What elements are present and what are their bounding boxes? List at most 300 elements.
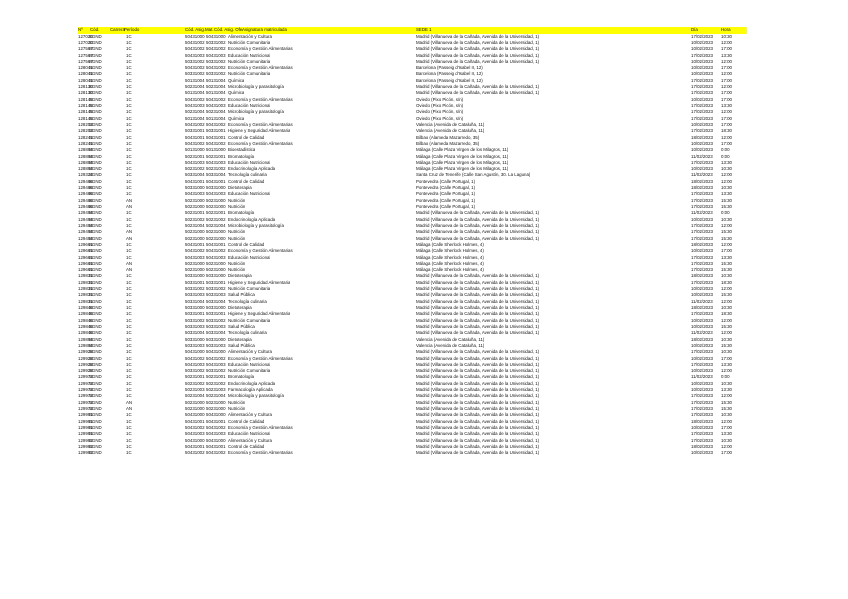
- cell-cod: SGND: [89, 222, 102, 228]
- cell-periodo: 1C: [126, 210, 132, 216]
- cell-asignatura: Control de Calidad: [228, 418, 265, 424]
- cell-sede: Madrid (Villanueva de la Cañada, Avenida de la Universidad, 1): [416, 273, 540, 279]
- cell-cod: SGND: [89, 191, 102, 197]
- cell-hora: 13:30: [721, 103, 732, 109]
- cell-asignatura: Alimentación y Cultura: [228, 33, 272, 39]
- cell-hora: 12:00: [721, 443, 732, 449]
- cell-hora: 12:00: [721, 368, 732, 374]
- cell-cod: SGND: [89, 216, 102, 222]
- cell-dia: 17/02/2023: [691, 349, 713, 355]
- cell-np: 129928: [78, 355, 93, 361]
- cell-np: 129846: [78, 317, 93, 323]
- cell-sede: Barcelona (Passeig d'Isabel II, 12): [416, 71, 483, 77]
- cell-asignatura: Educación Nutricional: [228, 52, 271, 58]
- cell-periodo: AN: [126, 267, 133, 273]
- cell-np: 129494: [78, 229, 93, 235]
- cell-np: 128894: [78, 159, 93, 165]
- cell-sede: Málaga (Calle Sherlock Holmes, 4): [416, 260, 484, 266]
- cell-mat: 50431001: [206, 178, 226, 184]
- cell-cod-asig: 50331001: [185, 128, 205, 134]
- header-asignatura: Asignatura matriculada: [242, 27, 287, 32]
- cell-periodo: 1C: [126, 166, 132, 172]
- cell-mat: 50431003: [206, 191, 226, 197]
- cell-cod-asig: 50431003: [185, 52, 205, 58]
- cell-cod: SGND: [89, 84, 102, 90]
- cell-periodo: 1C: [126, 33, 132, 39]
- cell-cod: SGND: [89, 406, 102, 412]
- cell-np: 129991: [78, 412, 93, 418]
- cell-cod-asig: 50231004: [185, 109, 205, 115]
- cell-np: 129831: [78, 292, 93, 298]
- cell-hora: 15:30: [721, 342, 732, 348]
- cell-np: 129831: [78, 273, 93, 279]
- cell-dia: 17/02/2023: [691, 235, 713, 241]
- cell-dia: 17/02/2023: [691, 84, 713, 90]
- cell-sede: Madrid (Villanueva de la Cañada, Avenida de la Universidad, 1): [416, 90, 540, 96]
- cell-cod: SGND: [89, 273, 102, 279]
- cell-cod: SGND: [89, 33, 102, 39]
- cell-np: 128145: [78, 96, 93, 102]
- cell-sede: Bilbao (Alameda Mazarredo, 35): [416, 140, 480, 146]
- cell-dia: 10/02/2023: [691, 248, 713, 254]
- cell-dia: 11/02/2023: [691, 153, 713, 159]
- cell-np: 129486: [78, 197, 93, 203]
- cell-cod-asig: 50231001: [185, 153, 205, 159]
- cell-cod: SGND: [89, 368, 102, 374]
- cell-asignatura: Educación Nutricional: [228, 159, 271, 165]
- cell-periodo: AN: [126, 204, 133, 210]
- cell-asignatura: Educación Nutricional: [228, 254, 271, 260]
- cell-periodo: 1C: [126, 424, 132, 430]
- cell-asignatura: Nutrición: [228, 260, 246, 266]
- cell-hora: 15:30: [721, 399, 732, 405]
- cell-mat: 50431003: [206, 103, 226, 109]
- cell-cod-asig: 50331004: [185, 172, 205, 178]
- cell-sede: Madrid (Villanueva de la Cañada, Avenida de la Universidad, 1): [416, 84, 540, 90]
- cell-dia: 17/02/2023: [691, 267, 713, 273]
- cell-hora: 12:00: [721, 71, 732, 77]
- header-cod: Cód.: [90, 27, 100, 32]
- cell-sede: Madrid (Villanueva de la Cañada, Avenida de la Universidad, 1): [416, 33, 540, 39]
- cell-periodo: 1C: [126, 323, 132, 329]
- cell-mat: 50331001: [206, 128, 226, 134]
- cell-np: 127567: [78, 58, 93, 64]
- cell-mat: 50331003: [206, 342, 226, 348]
- cell-asignatura: Nutrición: [228, 399, 246, 405]
- cell-dia: 10/02/2023: [691, 368, 713, 374]
- cell-dia: 17/02/2023: [691, 311, 713, 317]
- cell-periodo: AN: [126, 399, 133, 405]
- cell-periodo: 1C: [126, 292, 132, 298]
- cell-dia: 10/02/2023: [691, 166, 713, 172]
- cell-np: 129846: [78, 305, 93, 311]
- cell-dia: 10/02/2023: [691, 380, 713, 386]
- cell-cod: SGND: [89, 450, 102, 456]
- cell-np: 129831: [78, 286, 93, 292]
- cell-periodo: 1C: [126, 248, 132, 254]
- cell-np: 129973: [78, 406, 93, 412]
- cell-sede: Madrid (Villanueva de la Cañada, Avenida de la Universidad, 1): [416, 387, 540, 393]
- cell-cod-asig: 50231002: [185, 166, 205, 172]
- cell-sede: Madrid (Villanueva de la Cañada, Avenida de la Universidad, 1): [416, 424, 540, 430]
- cell-periodo: AN: [126, 260, 133, 266]
- cell-cod: SGND: [89, 393, 102, 399]
- cell-hora: 17:00: [721, 248, 732, 254]
- cell-asignatura: Microbiología y parasitología: [228, 84, 284, 90]
- cell-sede: Málaga (Calle Plaza Virgen de los Milagros, 11): [416, 159, 509, 165]
- cell-sede: Oviedo (Pixo Picón, s/n): [416, 103, 464, 109]
- cell-mat: 50331002: [206, 58, 226, 64]
- cell-mat: 50231004: [206, 222, 226, 228]
- cell-mat: 50231004: [206, 393, 226, 399]
- cell-asignatura: Educación Nutricional: [228, 431, 271, 437]
- cell-dia: 18/02/2023: [691, 443, 713, 449]
- cell-np: 129494: [78, 210, 93, 216]
- cell-np: 128203: [78, 121, 93, 127]
- cell-sede: Málaga (Calle Plaza Virgen de los Milagros, 11): [416, 153, 509, 159]
- cell-dia: 17/02/2023: [691, 229, 713, 235]
- cell-hora: 10:30: [721, 349, 732, 355]
- cell-np: 129486: [78, 185, 93, 191]
- cell-periodo: 1C: [126, 298, 132, 304]
- cell-periodo: 1C: [126, 128, 132, 134]
- cell-asignatura: Economía y Gestión Alimentarias: [228, 355, 293, 361]
- cell-sede: Madrid (Villanueva de la Cañada, Avenida de la Universidad, 1): [416, 406, 540, 412]
- cell-np: 129831: [78, 298, 93, 304]
- cell-mat: 50331003: [206, 323, 226, 329]
- cell-cod-asig: 50431002: [185, 355, 205, 361]
- cell-cod: SGND: [89, 387, 102, 393]
- cell-mat: 50431002: [206, 140, 226, 146]
- cell-dia: 10/02/2023: [691, 121, 713, 127]
- cell-periodo: AN: [126, 406, 133, 412]
- cell-dia: 18/02/2023: [691, 185, 713, 191]
- cell-dia: 17/02/2023: [691, 191, 713, 197]
- cell-asignatura: Farmacología Aplicada: [228, 387, 273, 393]
- cell-asignatura: Economía y Gestión Alimentarias: [228, 46, 293, 52]
- cell-mat: 50431002: [206, 424, 226, 430]
- cell-hora: 0:00: [721, 153, 730, 159]
- cell-cod: SGND: [89, 46, 102, 52]
- cell-cod-asig: 50331000: [185, 336, 205, 342]
- cell-mat: 50431002: [206, 96, 226, 102]
- header-sede: SEDE 1: [416, 27, 432, 32]
- cell-cod: SGND: [89, 166, 102, 172]
- cell-cod-asig: 50231000: [185, 235, 205, 241]
- cell-sede: Madrid (Villanueva de la Cañada, Avenida de la Universidad, 1): [416, 412, 540, 418]
- cell-cod-asig: 50431001: [185, 418, 205, 424]
- cell-dia: 17/02/2023: [691, 103, 713, 109]
- cell-asignatura: Dietoterapia: [228, 305, 252, 311]
- cell-asignatura: Dietoterapia: [228, 273, 252, 279]
- cell-dia: 11/02/2023: [691, 298, 713, 304]
- cell-asignatura: Nutrición: [228, 204, 246, 210]
- cell-cod: SGND: [89, 58, 102, 64]
- cell-np: 129486: [78, 191, 93, 197]
- cell-asignatura: Economía y Gestión Alimentarias: [228, 65, 293, 71]
- cell-np: 129486: [78, 204, 93, 210]
- cell-sede: Madrid (Villanueva de la Cañada, Avenida de la Universidad, 1): [416, 374, 540, 380]
- cell-mat: 50431003: [206, 431, 226, 437]
- cell-cod-asig: 50431003: [185, 191, 205, 197]
- cell-sede: Barcelona (Passeig d'Isabel II, 12): [416, 65, 483, 71]
- cell-asignatura: Control de Calidad: [228, 241, 265, 247]
- cell-mat: 50231000: [206, 399, 226, 405]
- cell-sede: Pontevedra (Calle Portugal, 1): [416, 178, 476, 184]
- cell-cod: SGND: [89, 380, 102, 386]
- cell-cod: SGND: [89, 248, 102, 254]
- cell-dia: 17/02/2023: [691, 159, 713, 165]
- cell-sede: Pontevedra (Calle Portugal, 1): [416, 197, 476, 203]
- cell-np: 127567: [78, 46, 93, 52]
- cell-cod-asig: 50331003: [185, 323, 205, 329]
- cell-cod-asig: 50231004: [185, 393, 205, 399]
- cell-hora: 15:30: [721, 229, 732, 235]
- cell-hora: 12:00: [721, 134, 732, 140]
- cell-asignatura: Endocrinología Aplicada: [228, 380, 276, 386]
- cell-np: 128241: [78, 140, 93, 146]
- cell-np: 128145: [78, 103, 93, 109]
- cell-periodo: 1C: [126, 437, 132, 443]
- cell-cod: SGND: [89, 260, 102, 266]
- cell-np: 129494: [78, 235, 93, 241]
- cell-hora: 10:30: [721, 216, 732, 222]
- cell-mat: 50231001: [206, 153, 226, 159]
- cell-dia: 11/02/2023: [691, 172, 713, 178]
- cell-cod-asig: 50231001: [185, 210, 205, 216]
- cell-dia: 17/02/2023: [691, 260, 713, 266]
- cell-cod: SGND: [89, 109, 102, 115]
- cell-cod: SGND: [89, 241, 102, 247]
- cell-cod-asig: 50431002: [185, 248, 205, 254]
- cell-sede: Valencia (Avenida de Cataluña, 11): [416, 121, 485, 127]
- cell-hora: 10:30: [721, 380, 732, 386]
- cell-mat: 50231000: [206, 197, 226, 203]
- cell-mat: 50131004: [206, 77, 226, 83]
- cell-np: 129494: [78, 216, 93, 222]
- cell-cod-asig: 50331002: [185, 368, 205, 374]
- cell-cod: SGND: [89, 292, 102, 298]
- cell-cod-asig: 50331003: [185, 292, 205, 298]
- cell-cod-asig: 50131000: [185, 147, 205, 153]
- cell-np: 129991: [78, 424, 93, 430]
- cell-cod: SGND: [89, 254, 102, 260]
- cell-periodo: AN: [126, 235, 133, 241]
- cell-np: 129928: [78, 349, 93, 355]
- cell-asignatura: Salud Pública: [228, 323, 255, 329]
- cell-dia: 11/02/2023: [691, 210, 713, 216]
- cell-dia: 17/02/2023: [691, 361, 713, 367]
- cell-hora: 15:30: [721, 204, 732, 210]
- cell-mat: 50431001: [206, 418, 226, 424]
- cell-np: 127567: [78, 52, 93, 58]
- cell-mat: 50431001: [206, 134, 226, 140]
- cell-periodo: 1C: [126, 387, 132, 393]
- cell-np: 129661: [78, 254, 93, 260]
- cell-hora: 17:00: [721, 450, 732, 456]
- cell-np: 129992: [78, 437, 93, 443]
- cell-sede: Madrid (Villanueva de la Cañada, Avenida de la Universidad, 1): [416, 229, 540, 235]
- cell-cod: SGND: [89, 96, 102, 102]
- cell-dia: 10/02/2023: [691, 58, 713, 64]
- cell-dia: 10/02/2023: [691, 424, 713, 430]
- cell-cod: SGND: [89, 424, 102, 430]
- header-hora: Hora: [721, 27, 731, 32]
- cell-sede: Oviedo (Pixo Picón, s/n): [416, 115, 464, 121]
- cell-mat: 50231000: [206, 204, 226, 210]
- cell-dia: 10/02/2023: [691, 323, 713, 329]
- cell-dia: 10/02/2023: [691, 39, 713, 45]
- cell-cod-asig: 50331002: [185, 58, 205, 64]
- cell-hora: 10:30: [721, 336, 732, 342]
- cell-cod: SGND: [89, 71, 102, 77]
- cell-np: 128203: [78, 128, 93, 134]
- cell-cod-asig: 50431003: [185, 159, 205, 165]
- cell-periodo: 1C: [126, 412, 132, 418]
- cell-dia: 10/02/2023: [691, 292, 713, 298]
- cell-periodo: 1C: [126, 311, 132, 317]
- cell-cod: SGND: [89, 349, 102, 355]
- cell-dia: 10/02/2023: [691, 140, 713, 146]
- cell-periodo: 1C: [126, 109, 132, 115]
- cell-hora: 18:30: [721, 311, 732, 317]
- cell-hora: 12:00: [721, 178, 732, 184]
- cell-np: 129894: [78, 336, 93, 342]
- cell-mat: 50331003: [206, 292, 226, 298]
- cell-sede: Pontevedra (Calle Portugal, 1): [416, 185, 476, 191]
- cell-periodo: 1C: [126, 279, 132, 285]
- cell-hora: 15:30: [721, 292, 732, 298]
- cell-sede: Málaga (Calle Plaza Virgen de los Milagros, 11): [416, 166, 509, 172]
- cell-asignatura: Microbiología y parasitología: [228, 109, 284, 115]
- cell-asignatura: Química: [228, 90, 245, 96]
- cell-periodo: 1C: [126, 46, 132, 52]
- cell-cod-asig: 50431002: [185, 65, 205, 71]
- cell-np: 129894: [78, 342, 93, 348]
- cell-sede: Madrid (Villanueva de la Cañada, Avenida de la Universidad, 1): [416, 323, 540, 329]
- cell-hora: 10:30: [721, 273, 732, 279]
- cell-periodo: 1C: [126, 153, 132, 159]
- cell-cod: SGND: [89, 323, 102, 329]
- cell-dia: 10/02/2023: [691, 71, 713, 77]
- cell-mat: 50331002: [206, 286, 226, 292]
- cell-dia: 17/02/2023: [691, 412, 713, 418]
- cell-sede: Málaga (Calle Sherlock Holmes, 4): [416, 267, 484, 273]
- cell-mat: 50331004: [206, 330, 226, 336]
- cell-mat: 50231004: [206, 109, 226, 115]
- cell-np: 129324: [78, 172, 93, 178]
- cell-cod: SGND: [89, 52, 102, 58]
- cell-periodo: 1C: [126, 374, 132, 380]
- cell-dia: 17/02/2023: [691, 90, 713, 96]
- cell-periodo: 1C: [126, 355, 132, 361]
- cell-sede: Málaga (Calle Sherlock Holmes, 4): [416, 241, 484, 247]
- cell-periodo: 1C: [126, 71, 132, 77]
- cell-cod-asig: 50431002: [185, 140, 205, 146]
- cell-cod: SGND: [89, 153, 102, 159]
- cell-asignatura: Economía y Gestión Alimentarias: [228, 96, 293, 102]
- cell-np: 127020: [78, 33, 93, 39]
- cell-sede: Santa Cruz de Tenerife (Calle San Agustín, 30. La Laguna): [416, 172, 531, 178]
- cell-mat: 50231001: [206, 374, 226, 380]
- cell-hora: 13:30: [721, 191, 732, 197]
- cell-np: 129846: [78, 330, 93, 336]
- cell-mat: 50231000: [206, 406, 226, 412]
- cell-cod-asig: 50431003: [185, 254, 205, 260]
- cell-cod-asig: 50431003: [185, 361, 205, 367]
- cell-mat: 50431003: [206, 254, 226, 260]
- cell-np: 128041: [78, 65, 93, 71]
- cell-cod-asig: 50331004: [185, 298, 205, 304]
- cell-periodo: 1C: [126, 418, 132, 424]
- cell-sede: Madrid (Villanueva de la Cañada, Avenida de la Universidad, 1): [416, 368, 540, 374]
- cell-sede: Madrid (Villanueva de la Cañada, Avenida de la Universidad, 1): [416, 317, 540, 323]
- cell-mat: 50331002: [206, 39, 226, 45]
- cell-asignatura: Economía y Gestión Alimentarias: [228, 450, 293, 456]
- cell-hora: 0:00: [721, 210, 730, 216]
- cell-asignatura: Educación Nutricional: [228, 103, 271, 109]
- cell-periodo: 1C: [126, 286, 132, 292]
- cell-cod-asig: 50431002: [185, 39, 205, 45]
- cell-dia: 17/02/2023: [691, 115, 713, 121]
- cell-hora: 10:30: [721, 185, 732, 191]
- cell-dia: 18/02/2023: [691, 336, 713, 342]
- cell-asignatura: Tecnología culinaria: [228, 330, 267, 336]
- cell-asignatura: Salud Pública: [228, 342, 255, 348]
- cell-periodo: 1C: [126, 65, 132, 71]
- cell-cod-asig: 50131004: [185, 77, 205, 83]
- cell-periodo: 1C: [126, 361, 132, 367]
- cell-periodo: 1C: [126, 222, 132, 228]
- cell-mat: 50431000: [206, 412, 226, 418]
- cell-cod: SGND: [89, 128, 102, 134]
- cell-cod: SGND: [89, 65, 102, 71]
- cell-np: 129973: [78, 374, 93, 380]
- cell-asignatura: Economía y Gestión Alimentarias: [228, 140, 293, 146]
- cell-asignatura: Nutrición: [228, 197, 246, 203]
- cell-mat: 50431002: [206, 46, 226, 52]
- cell-mat: 50231000: [206, 235, 226, 241]
- cell-sede: Madrid (Villanueva de la Cañada, Avenida de la Universidad, 1): [416, 52, 540, 58]
- cell-cod: SGND: [89, 330, 102, 336]
- cell-hora: 15:30: [721, 197, 732, 203]
- cell-cod-asig: 50231004: [185, 84, 205, 90]
- cell-dia: 18/02/2023: [691, 241, 713, 247]
- cell-cod: SGND: [89, 355, 102, 361]
- cell-np: 129846: [78, 323, 93, 329]
- cell-sede: Madrid (Villanueva de la Cañada, Avenida de la Universidad, 1): [416, 380, 540, 386]
- cell-cod: SGND: [89, 115, 102, 121]
- cell-np: 129992: [78, 450, 93, 456]
- header-cod-asig: Cód. Asig.: [185, 27, 206, 32]
- cell-sede: Madrid (Villanueva de la Cañada, Avenida de la Universidad, 1): [416, 431, 540, 437]
- cell-dia: 10/02/2023: [691, 96, 713, 102]
- cell-cod-asig: 50231003: [185, 387, 205, 393]
- cell-asignatura: Endocrinología Aplicada: [228, 166, 276, 172]
- cell-mat: 50331000: [206, 336, 226, 342]
- cell-hora: 12:00: [721, 58, 732, 64]
- cell-cod-asig: 50231000: [185, 204, 205, 210]
- cell-periodo: 1C: [126, 241, 132, 247]
- cell-mat: 50231000: [206, 267, 226, 273]
- cell-hora: 13:30: [721, 254, 732, 260]
- cell-np: 128145: [78, 115, 93, 121]
- cell-np: 129661: [78, 267, 93, 273]
- cell-hora: 13:30: [721, 387, 732, 393]
- cell-mat: 50131004: [206, 90, 226, 96]
- cell-cod-asig: 50331001: [185, 279, 205, 285]
- table-body: [78, 34, 738, 457]
